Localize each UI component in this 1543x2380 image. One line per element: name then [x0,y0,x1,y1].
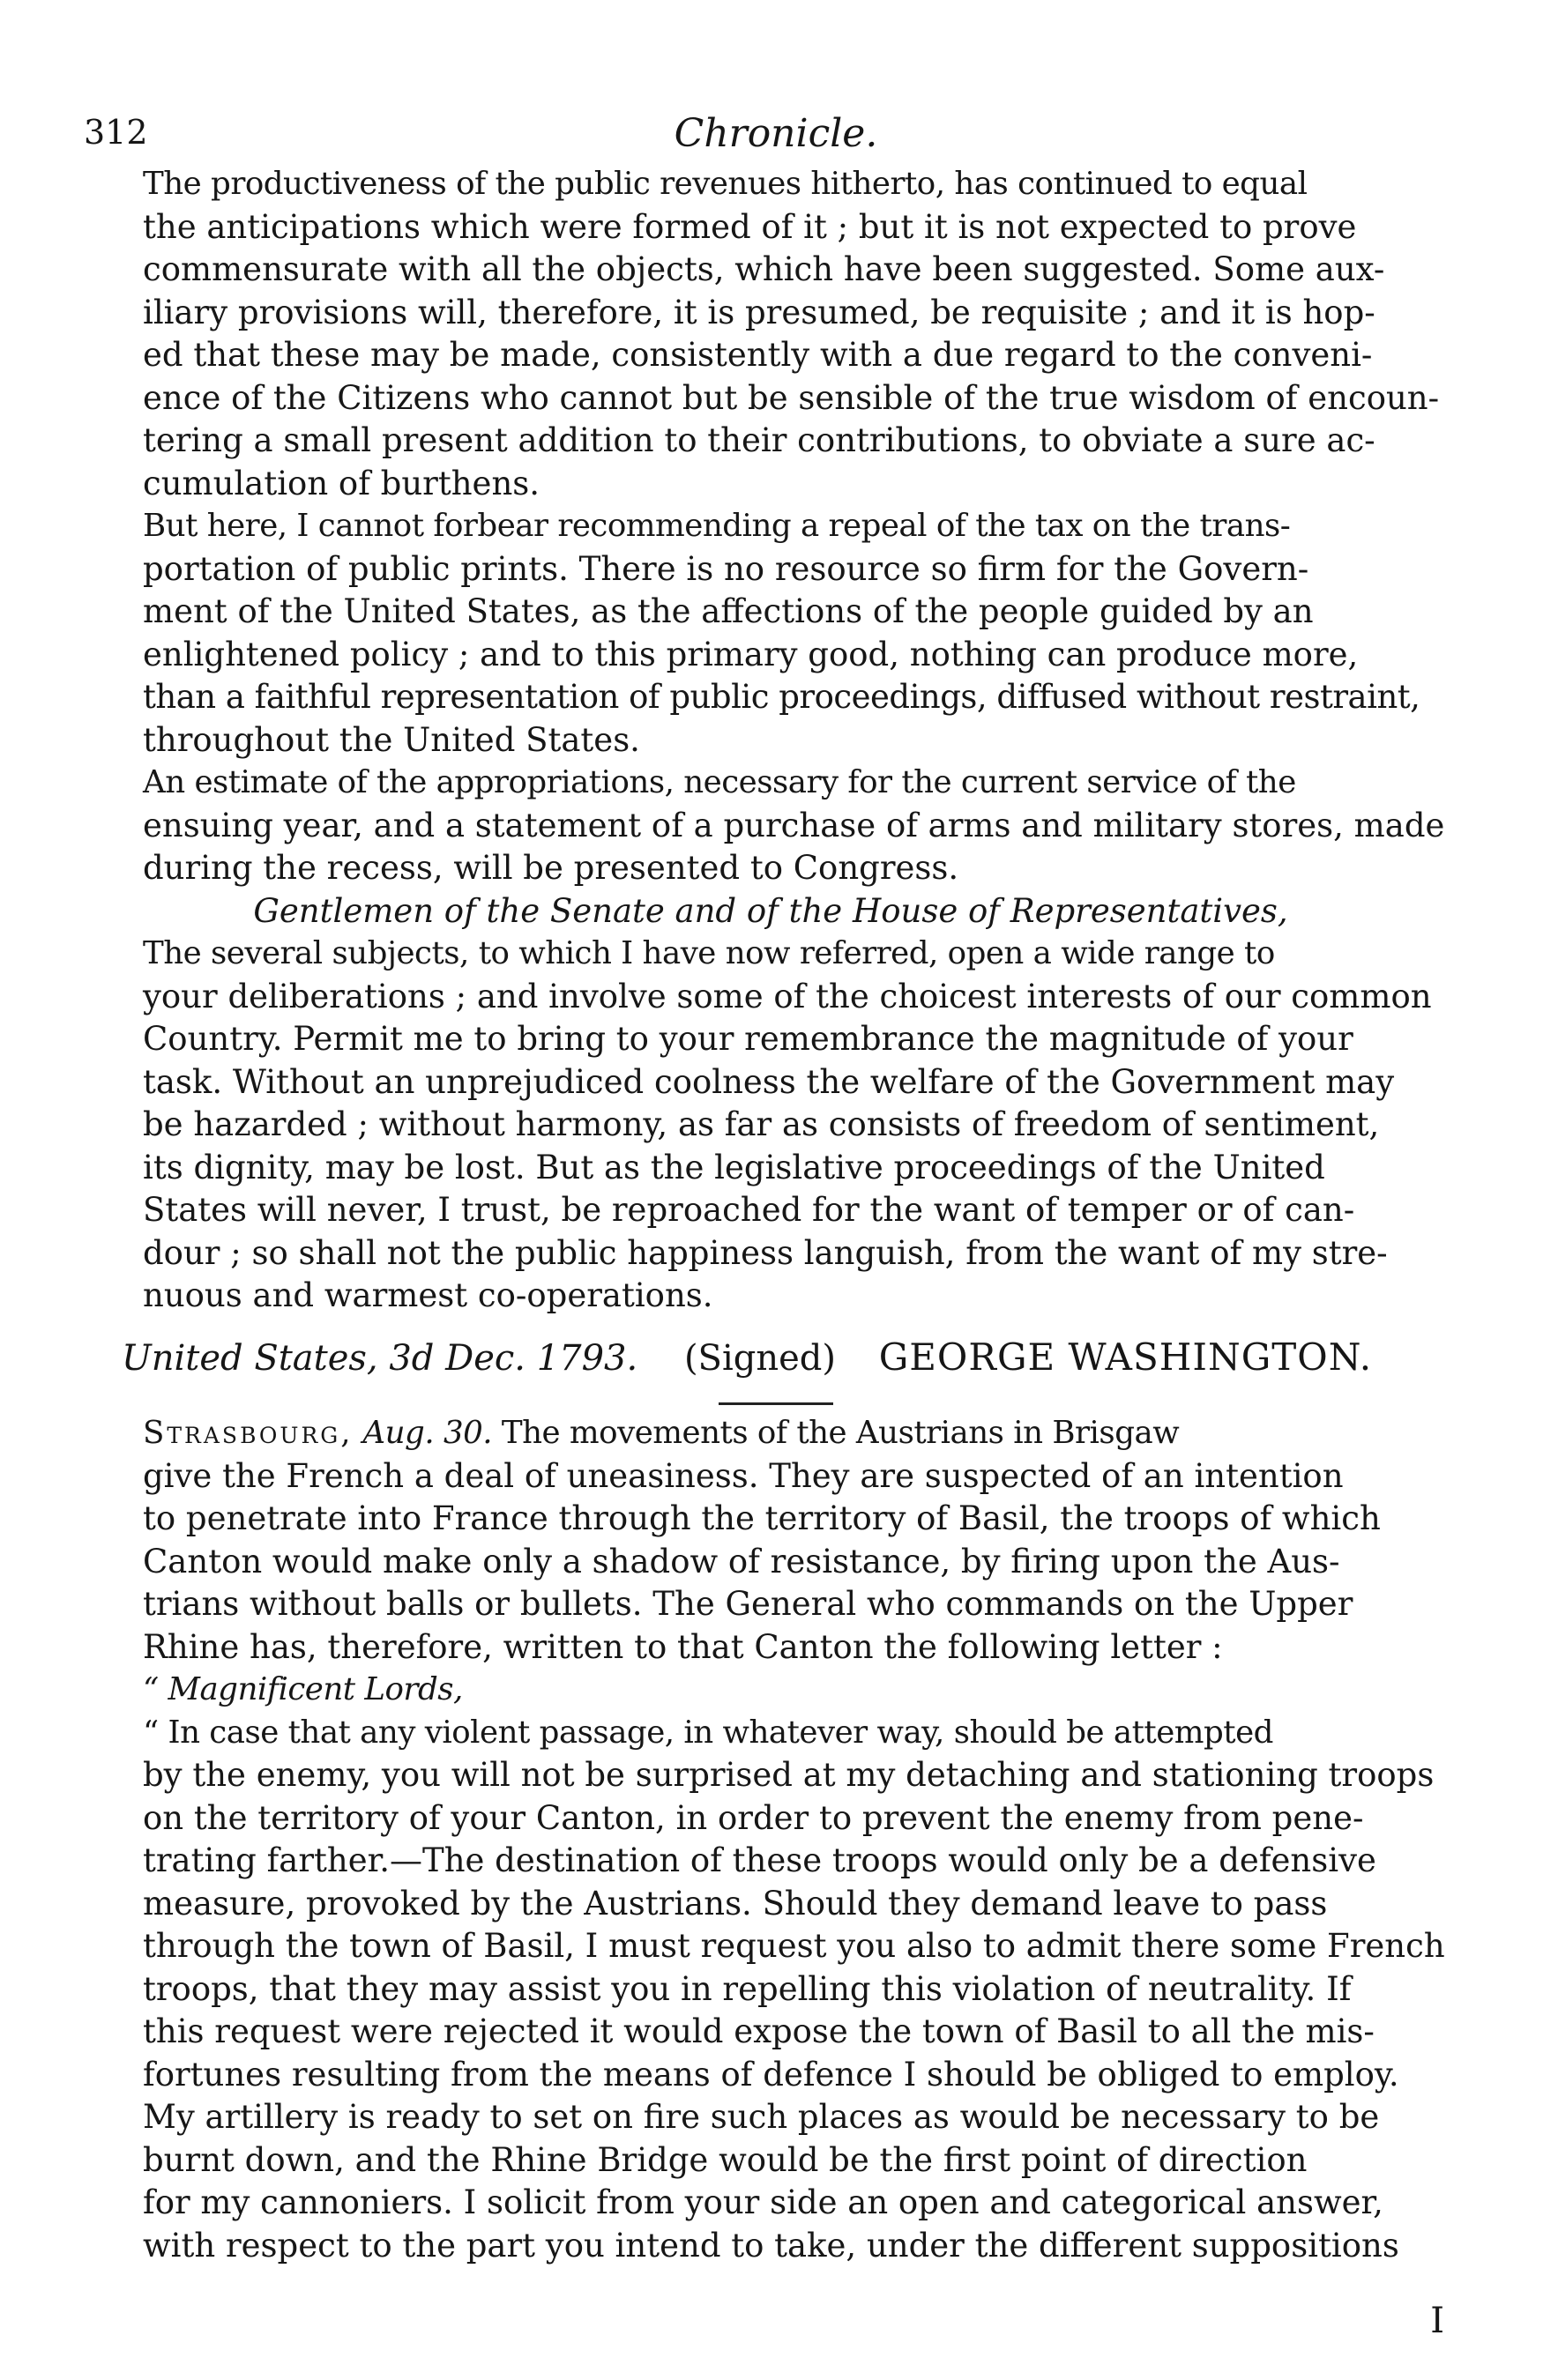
salutation: Gentlemen of the Senate and of the House of Representatives, [253,891,1288,930]
text-line: task. Without an unprejudiced coolness the welfare of the Government may [143,1062,1395,1101]
text-line: trating farther.—The destination of these troops would only be a defensive [143,1841,1376,1879]
text-line: by the enemy, you will not be surprised at my detaching and stationing troops [143,1756,1435,1794]
signature-date: United States, 3d Dec. 1793. [122,1338,638,1379]
text-line: ensuing year, and a statement of a purchase of arms and military stores, made [143,806,1445,844]
text-line: for my cannoniers. I solicit from your side an open and categorical answer, [143,2183,1383,2221]
text-line: portation of public prints. There is no resource so firm for the Govern- [143,549,1309,588]
text-line: your deliberations ; and involve some of the choicest interests of our common [143,977,1432,1015]
text-line: throughout the United States. [143,720,640,759]
text-line: enlightened policy ; and to this primary good, nothing can produce more, [143,635,1359,673]
text-line: ment of the United States, as the affections of the people guided by an [143,592,1314,630]
paragraph-revenues [92,163,1450,505]
page-number: 312 [84,113,148,152]
text-line: than a faithful representation of public proceedings, diffused without restraint, [143,678,1420,716]
paragraph-strasbourg [92,1412,1450,1669]
paragraph-public-prints [92,505,1450,762]
text-line: during the recess, will be presented to Congress. [143,849,959,887]
speech-section [92,163,1450,1318]
text-line: States will never, I trust, be reproached for the want of temper or of can- [143,1191,1355,1229]
text-line: The productiveness of the public revenues hitherto, has continued to equal [143,166,1308,202]
dateline-place: Strasbourg, [143,1415,354,1451]
text-line: The several subjects, to which I have now referred, open a wide range to [143,935,1275,971]
text-line: An estimate of the appropriations, necessary for the current service of the [143,764,1296,800]
text-line: ed that these may be made, consistently with a due regard to the conveni- [143,336,1373,374]
text-line: Rhine has, therefore, written to that Canton the following letter : [143,1627,1223,1666]
page-header [84,104,1468,166]
text-line: burnt down, and the Rhine Bridge would be the first point of direction [143,2140,1308,2179]
text-line: its dignity, may be lost. But as the legislative proceedings of the United [143,1148,1325,1186]
text-line: be hazarded ; without harmony, as far as consists of freedom of sentiment, [143,1105,1380,1143]
text-line: tering a small present addition to their contributions, to obviate a sure ac- [143,421,1375,459]
text-line: with respect to the part you intend to take, under the different suppositions [143,2226,1399,2265]
text-line: the anticipations which were formed of it ; but it is not expected to prove [143,207,1357,246]
text-line: cumulation of burthens. [143,464,540,502]
catchword: I [1430,2301,1444,2341]
text-line: measure, provoked by the Austrians. Should they demand leave to pass [143,1884,1328,1923]
text-line: commensurate with all the objects, which have been suggested. Some aux- [143,250,1385,288]
signature-line [122,1335,1427,1379]
text-line: “ In case that any violent passage, in whatever way, should be attempted [143,1714,1273,1751]
text-line: Canton would make only a shadow of resistance, by firing upon the Aus- [143,1542,1340,1580]
text-line: But here, I cannot forbear recommending a repeal of the tax on the trans- [143,508,1291,544]
text-line: through the town of Basil, I must request you also to admit there some French [143,1927,1445,1965]
paragraph-letter [92,1712,1450,2268]
text-line: Country. Permit me to bring to your remembrance the magnitude of your [143,1020,1353,1058]
text-line: to penetrate into France through the territory of Basil, the troops of which [143,1499,1381,1537]
text-line: troops, that they may assist you in repelling this violation of neutrality. If [143,1969,1352,2008]
dateline-date: Aug. 30. [362,1415,493,1451]
signatory-name: GEORGE WASHINGTON. [878,1335,1373,1379]
text-line: this request were rejected it would expose the town of Basil to all the mis- [143,2012,1375,2050]
letter-address-paragraph [92,1669,1450,1712]
text-line: trians without balls or bullets. The General who commands on the Upper [143,1585,1353,1623]
text-line: nuous and warmest co-operations. [143,1276,713,1314]
section-divider [719,1402,833,1405]
paragraph-appropriations [92,762,1450,890]
text-line: on the territory of your Canton, in order to prevent the enemy from pene- [143,1798,1364,1837]
text-line: My artillery is ready to set on fire such places as would be necessary to be [143,2098,1380,2136]
letter-address: “ Magnificent Lords, [143,1671,463,1707]
text-line: dour ; so shall not the public happiness languish, from the want of my stre- [143,1233,1388,1272]
text-line: ence of the Citizens who cannot but be sensible of the true wisdom of encoun- [143,378,1440,417]
paragraph-closing [92,933,1450,1318]
news-section [92,1412,1450,2267]
running-title: Chronicle. [674,111,878,156]
signature-signed: (Signed) [683,1338,836,1379]
text-segment: The movements of the Austrians in Brisgaw [501,1415,1180,1451]
text-line: give the French a deal of uneasiness. They are suspected of an intention [143,1456,1344,1495]
text-line: iliary provisions will, therefore, it is presumed, be requisite ; and it is hop- [143,293,1375,331]
text-line [92,1412,1450,1455]
text-line: fortunes resulting from the means of defence I should be obliged to employ. [143,2055,1399,2094]
